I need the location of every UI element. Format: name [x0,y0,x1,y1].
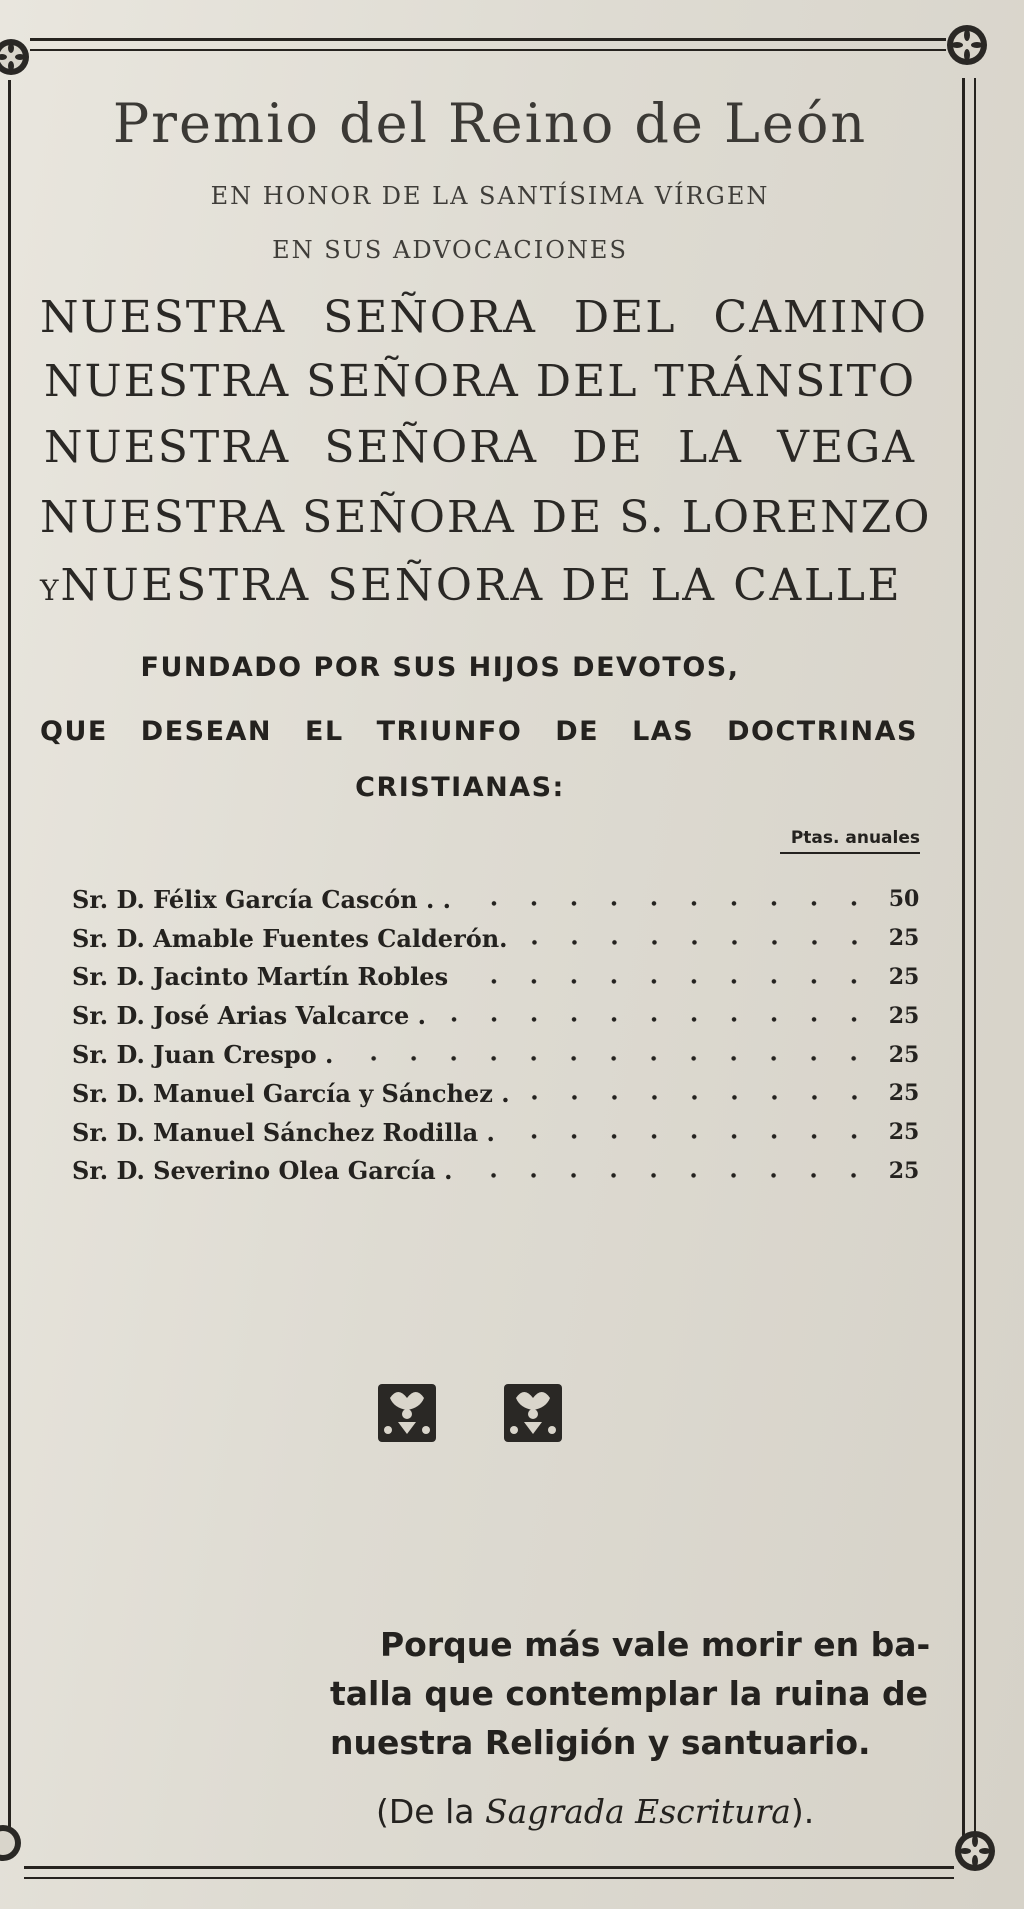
page-title: Premio del Reino de León [112,92,868,155]
corner-rosette-icon [952,1828,998,1874]
donor-name: Sr. D. Amable Fuentes Calderón. [72,923,508,953]
corner-rosette-icon [944,22,990,68]
table-row [72,880,924,919]
column-header-pesetas: Ptas. anuales [780,828,920,854]
dot-leader [345,1035,872,1074]
scripture-quote [330,1620,931,1767]
advocacion-text: NUESTRA SEÑORA DE S. LORENZO [40,492,932,543]
corner-rosette-icon [0,34,34,80]
dot-leader [520,919,872,958]
founders-line-1: FUNDADO POR SUS HIJOS DEVOTOS, [140,652,740,683]
donor-name: Sr. D. Juan Crespo . [72,1040,334,1070]
advocacion-line [40,492,932,543]
advocacion-line [40,292,928,343]
frame-left-rule [8,80,11,1840]
dot-leader [464,1152,872,1191]
frame-top-inner-rule [30,49,946,51]
donor-list [72,880,924,1190]
table-row [72,1074,924,1113]
quote-line: nuestra Religión y santuario. [330,1723,871,1762]
subtitle-honor: EN HONOR DE LA SANTÍSIMA VÍRGEN [210,182,770,210]
advocacion-line [44,356,916,407]
advocacion-text: NUESTRA SEÑORA DEL TRÁNSITO [44,356,917,407]
table-row [72,919,924,958]
fleuron-ornament-icon [502,1380,564,1444]
dot-leader [463,880,872,919]
advocacion-text: NUESTRA SEÑORA DE LA CALLE [60,560,903,611]
frame-bottom-inner-rule [24,1877,954,1879]
advocacion-text: NUESTRA SEÑORA DEL CAMINO [40,292,928,343]
donor-name: Sr. D. José Arias Valcarce . [72,1001,426,1031]
donor-amount: 25 [888,1002,920,1029]
advocacion-line [44,422,916,473]
donor-amount: 25 [888,925,920,952]
donor-name: Sr. D. Severino Olea García . [72,1156,453,1186]
quote-source-open: (De la [376,1792,485,1831]
advocacion-line [40,560,916,611]
table-row [72,1152,924,1191]
donor-amount: 25 [888,963,920,990]
quote-line: Porque más vale morir en ba- [380,1625,931,1664]
frame-top-outer-rule [30,38,946,41]
quote-source-title: Sagrada Escritura [484,1792,791,1831]
table-row [72,1113,924,1152]
donor-amount: 50 [888,886,920,913]
frame-bottom-outer-rule [24,1866,954,1869]
quote-line: talla que contemplar la ruina de [330,1674,929,1713]
fleuron-ornament-icon [376,1380,438,1444]
corner-rosette-icon [0,1820,26,1866]
table-row [72,1035,924,1074]
donor-name: Sr. D. Manuel Sánchez Rodilla . [72,1117,495,1147]
dot-leader [522,1074,872,1113]
frame-right-outer-rule [962,78,965,1840]
advocacion-prefix: Y [40,574,61,607]
dot-leader [438,996,872,1035]
donor-name: Sr. D. Jacinto Martín Robles [72,962,449,992]
table-row [72,996,924,1035]
dot-leader [460,958,872,997]
advocacion-text: NUESTRA SEÑORA DE LA VEGA [44,422,916,473]
table-row [72,958,924,997]
founders-line-3: CRISTIANAS: [355,772,565,803]
founders-line-2: QUE DESEAN EL TRIUNFO DE LAS DOCTRINAS [40,716,918,747]
donor-name: Sr. D. Manuel García y Sánchez . [72,1078,510,1108]
frame-right-inner-rule [974,78,976,1840]
donor-amount: 25 [888,1157,920,1184]
donor-amount: 25 [888,1080,920,1107]
quote-source [376,1792,896,1831]
dot-leader [507,1113,872,1152]
quote-source-close: ). [790,1792,815,1831]
donor-amount: 25 [888,1041,920,1068]
donor-name: Sr. D. Félix García Cascón . . [72,884,452,914]
donor-amount: 25 [888,1119,920,1146]
subtitle-advocaciones: EN SUS ADVOCACIONES [272,236,628,264]
